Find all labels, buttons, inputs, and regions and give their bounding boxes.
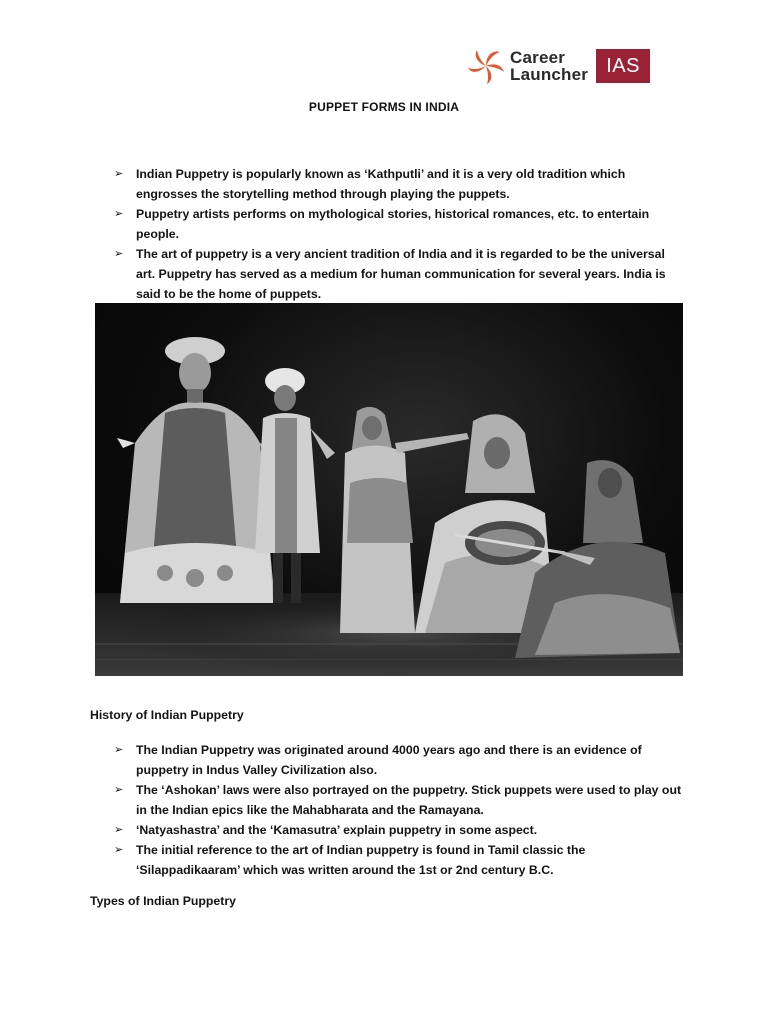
list-item-text: ‘Natyashastra’ and the ‘Kamasutra’ explain puppetry in some aspect. [136, 823, 538, 837]
figure-large-puppet [117, 337, 277, 603]
list-item [114, 820, 684, 840]
arrow-bullet-icon: ➢ [114, 784, 124, 796]
arrow-bullet-icon: ➢ [114, 824, 124, 836]
history-list [114, 740, 684, 880]
list-item-text: Indian Puppetry is popularly known as ‘Kathputli’ and it is a very old tradition which engrosses the storytelling method through playing the puppets. [136, 167, 626, 201]
list-item-text: The Indian Puppetry was originated around 4000 years ago and there is an evidence of puppetry in Indus Valley Civilization also. [136, 743, 642, 777]
list-item [114, 204, 684, 244]
list-item [114, 244, 684, 304]
logo-line-1: Career [510, 48, 566, 67]
logo-ias-box: IAS [596, 49, 650, 83]
arrow-bullet-icon: ➢ [114, 744, 124, 756]
career-launcher-logo [466, 46, 650, 86]
puppet-performance-photo [95, 303, 683, 676]
list-item [114, 840, 684, 880]
list-item-text: The ‘Ashokan’ laws were also portrayed on the puppetry. Stick puppets were used to play out in the Indian epics like the Mahabharata and the Ramayana. [136, 783, 682, 817]
list-item [114, 780, 684, 820]
list-item [114, 740, 684, 780]
arrow-bullet-icon: ➢ [114, 844, 124, 856]
intro-list [114, 164, 684, 304]
list-item-text: Puppetry artists performs on mythological stories, historical romances, etc. to entertain people. [136, 207, 650, 241]
sunburst-logo-icon [466, 46, 506, 86]
list-item-text: The initial reference to the art of Indian puppetry is found in Tamil classic the ‘Silappadikaaram’ which was written around the 1st or 2nd century B.C. [136, 843, 586, 877]
logo-wordmark [510, 49, 588, 83]
arrow-bullet-icon: ➢ [114, 168, 124, 180]
page-title: PUPPET FORMS IN INDIA [308, 100, 460, 114]
arrow-bullet-icon: ➢ [114, 248, 124, 260]
arrow-bullet-icon: ➢ [114, 208, 124, 220]
list-item [114, 164, 684, 204]
logo-line-2: Launcher [510, 65, 589, 84]
list-item-text: The art of puppetry is a very ancient tradition of India and it is regarded to be the universal art. Puppetry has served as a medium for human communication for several years. India is said to be the home of puppets. [136, 247, 666, 301]
puppet-scene-illustration [95, 303, 683, 676]
types-heading: Types of Indian Puppetry [90, 894, 236, 908]
history-heading: History of Indian Puppetry [90, 708, 244, 722]
